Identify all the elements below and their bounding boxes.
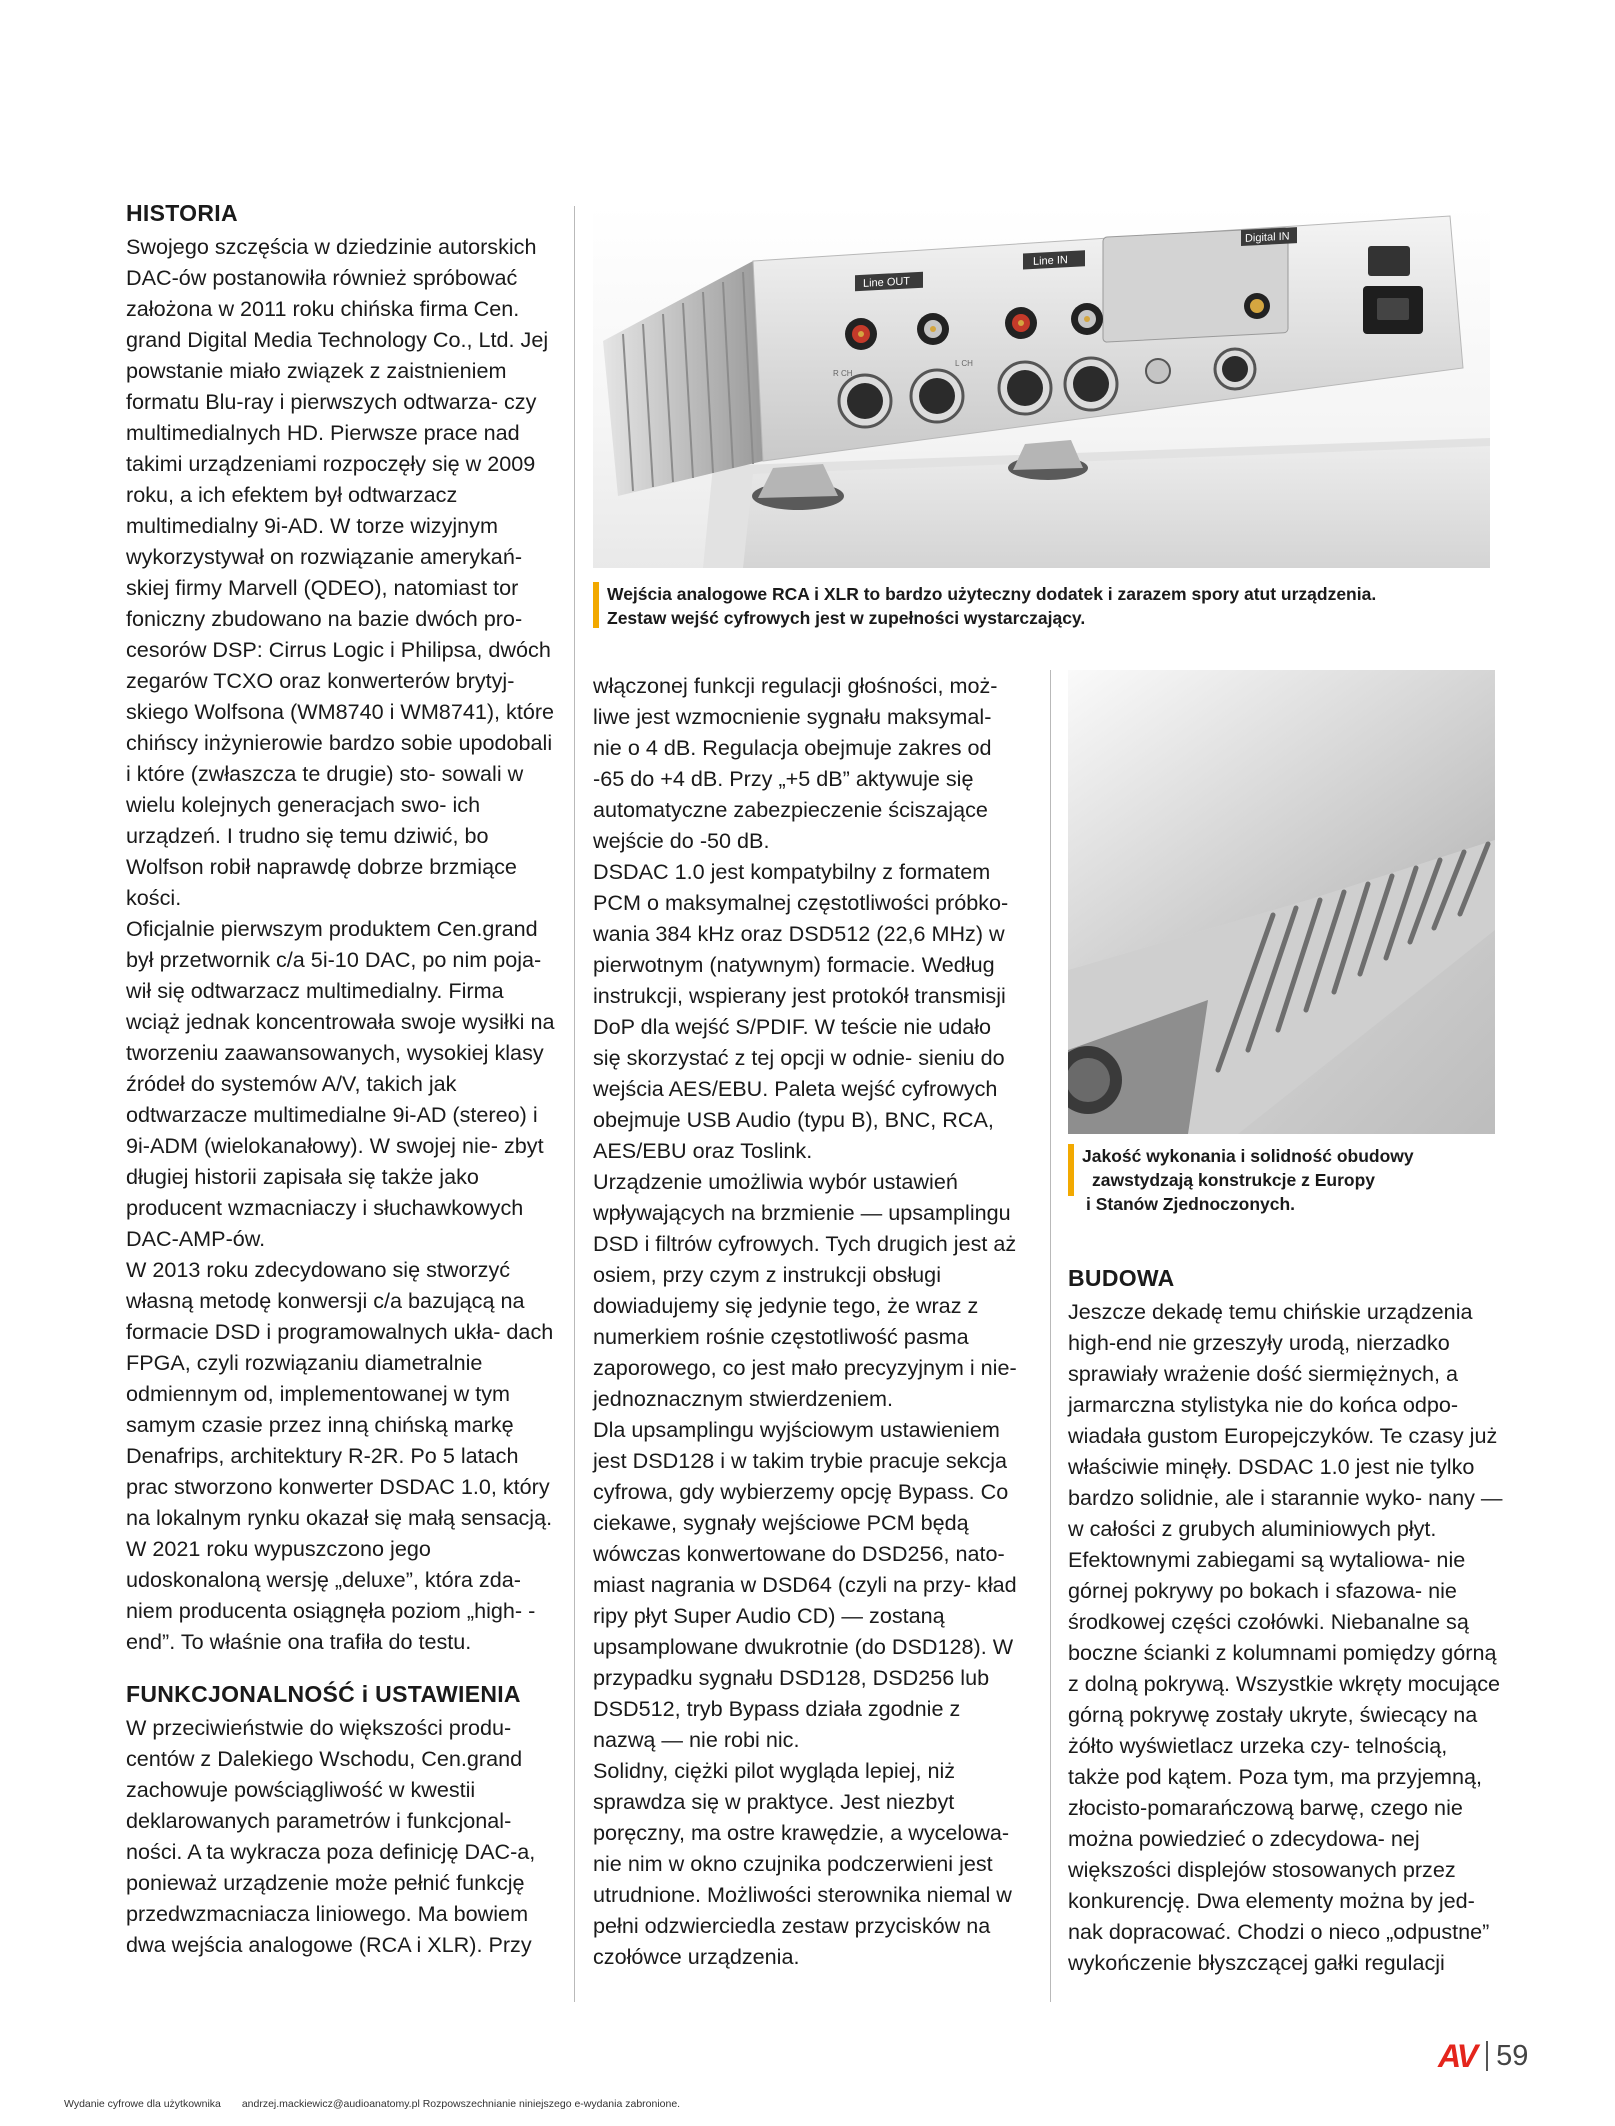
caption-rear-panel [593, 582, 1493, 634]
paragraph: DSDAC 1.0 jest kompatybilny z formatem PCM o maksymalnej częstotliwości próbko- wania 384 kHz oraz DSD512 (22,6 MHz) w pierwotnym (natywnym) formacie. Według instrukcji, wspierany jest protokół transmisji DoP dla wejść S/PDIF. W teście nie udało się skorzystać z tej opcji w odnie- sieniu do wejścia AES/EBU. Paleta wejść cyfrowych obejmuje USB Audio (typu B), BNC, RCA, AES/EBU oraz Toslink. [593, 859, 1009, 1163]
caption-line: Zestaw wejść cyfrowych jest w zupełności wystarczający. [607, 608, 1086, 628]
label-line-in: Line IN [1033, 254, 1068, 268]
label-digital-in: Digital IN [1245, 230, 1290, 245]
photo-chassis-detail [1068, 670, 1495, 1134]
label-r-ch: R CH [833, 369, 853, 378]
label-l-ch: L CH [955, 359, 973, 368]
photo-rear-panel [593, 206, 1490, 568]
caption-accent-bar [1068, 1144, 1074, 1196]
caption-line: i Stanów Zjednoczonych. [1086, 1194, 1296, 1214]
footer-left: Wydanie cyfrowe dla użytkownika [64, 2098, 221, 2110]
column-left [126, 198, 556, 1960]
column-divider [574, 206, 575, 2002]
chassis-illustration [1068, 670, 1495, 1134]
page-number: 59 [1496, 2039, 1529, 2072]
page-number-block [1438, 2036, 1528, 2076]
paragraph: włączonej funkcji regulacji głośności, moż- liwe jest wzmocnienie sygnału maksymal- nie o 4 dB. Regulacja obejmuje zakres od -65 do +4 dB. Przy „+5 dB” aktywuje się automatyczne zabezpieczenie ściszające wejście do -50 dB. [593, 673, 998, 853]
rear-panel-illustration [593, 206, 1490, 568]
paragraph: W przeciwieństwie do większości produ- centów z Dalekiego Wschodu, Cen.grand zachowuje powściągliwość w kwestii deklarowanych parametrów i funkcjonal- ności. A ta wykracza poza definicję DAC-a, ponieważ urządzenie może pełnić funkcję przedwzmacniacza liniowego. Ma bowiem dwa wejścia analogowe (RCA i XLR). Przy [126, 1715, 536, 1957]
caption-line: zawstydzają konstrukcje z Europy [1092, 1170, 1376, 1190]
power-switch [1368, 246, 1410, 276]
column-right [1068, 1263, 1504, 1978]
magazine-logo: AV [1438, 2037, 1477, 2074]
paragraph: Jeszcze dekadę temu chińskie urządzenia high-end nie grzeszyły urodą, nierzadko sprawiały wrażenie dość siermiężnych, a jarmarczna stylistyka nie do końca odpo- wiadała gustom Europejczyków. Te czasy już właściwie minęły. DSDAC 1.0 jest nie tylko bardzo solidnie, ale i starannie wyko- nany — w całości z grubych aluminiowych płyt. Efektownymi zabiegami są wytaliowa- nie górnej pokrywy po bokach i sfazowa- nie środkowej części czołówki. Niebanalne są boczne ścianki z kolumnami pomiędzy górną z dolną pokrywą. Wszystkie wkręty mocujące górną pokrywę zostały ukryte, świecący na żółto wyświetlacz urzeka czy- telnością, także pod kątem. Poza tym, ma przyjemną, złocisto-pomarańczową barwę, czego nie można powiedzieć o zdecydowa- nej większości displejów stosowanych przez konkurencję. Dwa elementy można by jed- nak dopracować. Chodzi o nieco „odpustne” wykończenie błyszczącej gałki regulacji [1068, 1299, 1503, 1975]
paragraph: W 2013 roku zdecydowano się stworzyć własną metodę konwersji c/a bazującą na formacie DSD i programowalnych ukła- dach FPGA, czyli rozwiązaniu diametralnie odmiennym od, implementowanej w tym samym czasie przez inną chińską markę Denafrips, architektury R-2R. Po 5 latach prac stworzono konwerter DSDAC 1.0, który na lokalnym rynku okazał się małą sensacją. W 2021 roku wypuszczono jego udoskonaloną wersję „deluxe”, która zda- niem producenta osiągnęła poziom „high- -end”. To właśnie ona trafiła do testu. [126, 1257, 554, 1654]
page-separator [1486, 2041, 1488, 2071]
column-divider [1050, 670, 1051, 2002]
caption-line: Wejścia analogowe RCA i XLR to bardzo użyteczny dodatek i zarazem spory atut urządzenia. [607, 584, 1377, 604]
paragraph: Urządzenie umożliwia wybór ustawień wpływających na brzmienie — upsamplingu DSD i filtrów cyfrowych. Tych drugich jest aż osiem, przy czym z instrukcji obsługi dowiadujemy się jedynie tego, że wraz z numerkiem rośnie częstotliwość pasma zaporowego, co jest mało precyzyjnym i nie- jednoznacznym stwierdzeniem. [593, 1169, 1017, 1411]
paragraph: Swojego szczęścia w dziedzinie autorskich DAC-ów postanowiła również spróbować założona w 2011 roku chińska firma Cen. grand Digital Media Technology Co., Ltd. Jej powstanie miało związek z zaistnieniem formatu Blu-ray i pierwszych odtwarza- czy multimedialnych HD. Pierwsze prace nad takimi urządzeniami rozpoczęły się w 2009 roku, a ich efektem był odtwarzacz multimedialny 9i-AD. W torze wizyjnym wykorzystywał on rozwiązanie amerykań- skiej firmy Marvell (QDEO), natomiast tor foniczny zbudowano na bazie dwóch pro- cesorów DSP: Cirrus Logic i Philipsa, dwóch zegarów TCXO oraz konwerterów brytyj- skiego Wolfsona (WM8740 i WM8741), które chińscy inżynierowie bardzo sobie upodobali i które (zwłaszcza te drugie) sto- sowali w wielu kolejnych generacjach swo- ich urządzeń. I trudno się temu dziwić, bo Wolfson robił naprawdę dobrze brzmiące kości. [126, 234, 555, 910]
bnc-connector [1146, 359, 1170, 383]
section-heading-historia: HISTORIA [126, 200, 238, 226]
section-heading-funkcjonalnosc: FUNKCJONALNOŚĆ i USTAWIENIA [126, 1681, 521, 1707]
section-heading-budowa: BUDOWA [1068, 1265, 1175, 1291]
label-line-out: Line OUT [863, 275, 911, 290]
footer [64, 2098, 698, 2110]
paragraph: Dla upsamplingu wyjściowym ustawieniem jest DSD128 i w takim trybie pracuje sekcja cyfrowa, gdy wybierzemy opcję Bypass. Co ciekawe, sygnały wejściowe PCM będą wówczas konwertowane do DSD256, nato- miast nagrania w DSD64 (czyli na przy- kład ripy płyt Super Audio CD) — zostaną upsamplowane dwukrotnie (do DSD128). W przypadku sygnału DSD128, DSD256 lub DSD512, tryb Bypass działa zgodnie z nazwą — nie robi nic. [593, 1417, 1017, 1752]
caption-accent-bar [593, 582, 599, 628]
caption-chassis [1068, 1144, 1495, 1222]
footer-right: andrzej.mackiewicz@audioanatomy.pl Rozpowszechnianie niniejszego e-wydania zabronione. [241, 2098, 681, 2110]
paragraph: Solidny, ciężki pilot wygląda lepiej, niż sprawdza się w praktyce. Jest niezbyt poręczny, ma ostre krawędzie, a wycelowa- nie nim w okno czujnika podczerwieni jest utrudnione. Możliwości sterownika niemal w pełni odzwierciedla zestaw przycisków na czołówce urządzenia. [593, 1758, 1012, 1969]
caption-line: Jakość wykonania i solidność obudowy [1082, 1146, 1414, 1166]
column-middle [593, 670, 1023, 1972]
paragraph: Oficjalnie pierwszym produktem Cen.grand był przetwornik c/a 5i-10 DAC, po nim poja- wił się odtwarzacz multimedialny. Firma wciąż jednak koncentrowała swoje wysiłki na tworzeniu zaawansowanych, wysokiej klasy źródeł do systemów A/V, takich jak odtwarzacze multimedialne 9i-AD (stereo) i 9i-ADM (wielokanałowy). W swojej nie- zbyt długiej historii zapisała się także jako producent wzmacniaczy i słuchawkowych DAC-AMP-ów. [126, 916, 555, 1251]
